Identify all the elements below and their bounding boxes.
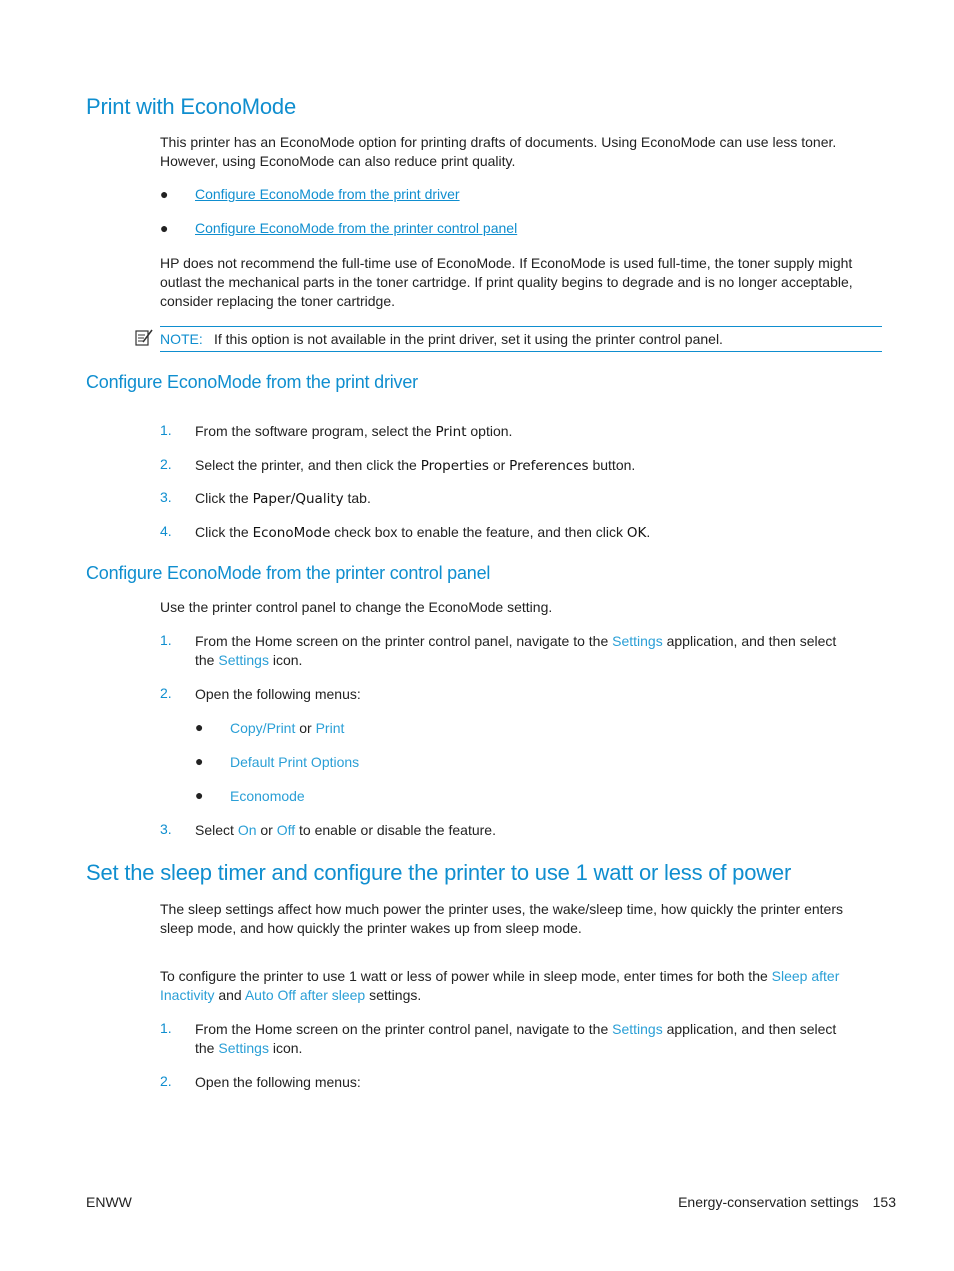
keyword-settings: Settings xyxy=(612,1021,663,1037)
section-title-print-driver: Configure EconoMode from the print driver xyxy=(86,372,418,392)
keyword-settings: Settings xyxy=(218,1040,269,1056)
sleep-intro-line-2: sleep mode, and how quickly the printer wakes up from sleep mode. xyxy=(160,920,582,936)
keyword-inactivity: Inactivity xyxy=(160,987,215,1003)
footer-section-name: Energy-conservation settings xyxy=(678,1194,859,1210)
driver-step-3: Click the Paper/Quality tab. xyxy=(195,490,371,507)
warning-line-1: HP does not recommend the full-time use of EconoMode. If EconoMode is used full-time, the toner supply might xyxy=(160,255,853,271)
step-number: 2. xyxy=(160,685,172,701)
bullet: ● xyxy=(195,787,204,803)
panel-step-1-line-1: From the Home screen on the printer control panel, navigate to the Settings application, and then select xyxy=(195,633,837,649)
panel-step-1-line-2: the Settings icon. xyxy=(195,652,303,668)
footer-left: ENWW xyxy=(86,1194,132,1210)
note-label: NOTE: xyxy=(160,331,203,347)
section-title-economode: Print with EconoMode xyxy=(86,94,296,119)
step-number: 1. xyxy=(160,632,172,648)
keyword-settings: Settings xyxy=(612,633,663,649)
page-number: 153 xyxy=(872,1194,896,1210)
step-number: 3. xyxy=(160,821,172,837)
intro-line-1: This printer has an EconoMode option for printing drafts of documents. Using EconoMode can use less toner. xyxy=(160,134,837,150)
keyword-sleep-after: Sleep after xyxy=(771,968,840,984)
bullet: ● xyxy=(160,220,169,236)
panel-intro: Use the printer control panel to change the EconoMode setting. xyxy=(160,599,553,615)
warning-line-2: outlast the mechanical parts in the toner cartridge. If print quality begins to degrade and is no longer acceptable, xyxy=(160,274,853,290)
step-number: 1. xyxy=(160,1020,172,1036)
ui-label-preferences: Preferences xyxy=(509,458,589,474)
keyword-settings: Settings xyxy=(218,652,269,668)
driver-step-1: From the software program, select the Print option. xyxy=(195,423,513,440)
section-title-sleep-timer: Set the sleep timer and configure the printer to use 1 watt or less of power xyxy=(86,860,792,885)
step-number: 2. xyxy=(160,456,172,472)
sleep-step-1-line-1: From the Home screen on the printer control panel, navigate to the Settings application, and then select xyxy=(195,1021,837,1037)
link-configure-control-panel[interactable]: Configure EconoMode from the printer control panel xyxy=(195,220,518,236)
sleep-config-line-1: To configure the printer to use 1 watt or less of power while in sleep mode, enter times for both the Sleep after xyxy=(160,968,840,984)
intro-line-2: However, using EconoMode can also reduce print quality. xyxy=(160,153,516,169)
ui-label-paper-quality: Paper/Quality xyxy=(252,491,344,507)
link-configure-print-driver[interactable]: Configure EconoMode from the print driver xyxy=(195,186,460,202)
ui-label-ok: OK xyxy=(626,525,647,541)
panel-step-3: Select On or Off to enable or disable the feature. xyxy=(195,822,496,838)
step-number: 4. xyxy=(160,523,172,539)
step-number: 3. xyxy=(160,489,172,505)
ui-label-economode: EconoMode xyxy=(252,525,331,541)
ui-label-properties: Properties xyxy=(420,458,489,474)
panel-step-2: Open the following menus: xyxy=(195,686,361,702)
sleep-intro-line-1: The sleep settings affect how much power the printer uses, the wake/sleep time, how quickly the printer enters xyxy=(160,901,843,917)
note-text: If this option is not available in the print driver, set it using the printer control panel. xyxy=(214,331,723,347)
sleep-config-line-2: Inactivity and Auto Off after sleep settings. xyxy=(160,987,422,1003)
warning-line-3: consider replacing the toner cartridge. xyxy=(160,293,396,309)
keyword-off: Off xyxy=(276,822,296,838)
driver-step-2: Select the printer, and then click the Properties or Preferences button. xyxy=(195,457,636,474)
note-pencil-icon xyxy=(134,328,154,348)
keyword-auto-off: Auto Off after sleep xyxy=(244,987,366,1003)
section-title-control-panel: Configure EconoMode from the printer control panel xyxy=(86,563,491,583)
ui-label-print: Print xyxy=(435,424,467,440)
sleep-step-2: Open the following menus: xyxy=(195,1074,361,1090)
sleep-step-1-line-2: the Settings icon. xyxy=(195,1040,303,1056)
keyword-on: On xyxy=(237,822,257,838)
menu-economode: Economode xyxy=(230,788,305,804)
bullet: ● xyxy=(195,753,204,769)
menu-copy-print: Copy/Print or Print xyxy=(230,720,345,736)
step-number: 1. xyxy=(160,422,172,438)
menu-default-print-options: Default Print Options xyxy=(230,754,360,770)
bullet: ● xyxy=(195,719,204,735)
driver-step-4: Click the EconoMode check box to enable the feature, and then click OK. xyxy=(195,524,651,541)
step-number: 2. xyxy=(160,1073,172,1089)
footer-right xyxy=(678,1194,896,1210)
bullet: ● xyxy=(160,186,169,202)
